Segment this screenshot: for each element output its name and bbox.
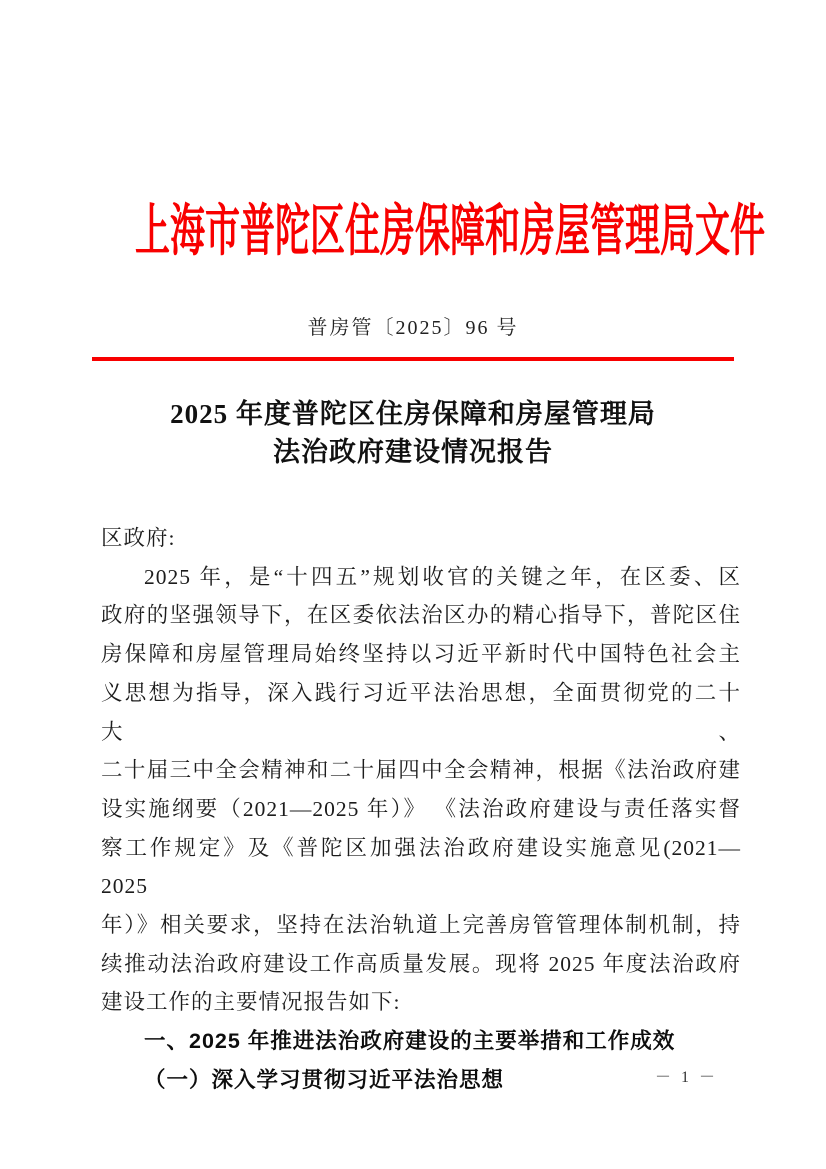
document-header: [0, 199, 826, 263]
page-number: － 1 －: [654, 1069, 718, 1086]
document-title-line2: 法治政府建设情况报告: [273, 437, 553, 467]
body-line: 续推动法治政府建设工作高质量发展。现将 2025 年度法治政府: [101, 951, 741, 976]
body-line: 政府的坚强领导下，在区委依法治区办的精心指导下，普陀区住: [101, 603, 741, 628]
body-line: 建设工作的主要情况报告如下:: [101, 990, 401, 1015]
section-heading-1: 一、2025 年推进法治政府建设的主要举措和工作成效: [144, 1029, 676, 1054]
document-title-line1: 2025 年度普陀区住房保障和房屋管理局: [170, 399, 656, 429]
body-line: 房保障和房屋管理局始终坚持以习近平新时代中国特色社会主: [101, 642, 741, 667]
body-line: 义思想为指导，深入践行习近平法治思想，全面贯彻党的二十大、: [101, 680, 741, 744]
document-body: [0, 519, 826, 1100]
body-line: 察工作规定》及《普陀区加强法治政府建设实施意见(2021—2025: [101, 835, 741, 899]
body-line: 2025 年，是“十四五”规划收官的关键之年，在区委、区: [144, 564, 741, 589]
body-line: 二十届三中全会精神和二十届四中全会精神，根据《法治政府建: [101, 758, 741, 783]
red-divider-line: [92, 357, 734, 361]
body-line: 年）》相关要求，坚持在法治轨道上完善房管管理体制机制，持: [101, 913, 741, 938]
document-title: [0, 395, 826, 471]
section-heading-1-1: （一）深入学习贯彻习近平法治思想: [144, 1067, 505, 1092]
document-number: 普房管〔2025〕96 号: [307, 317, 519, 339]
body-line: 设实施纲要（2021—2025 年）》 《法治政府建设与责任落实督: [101, 796, 741, 821]
salutation-line: 区政府:: [101, 526, 176, 550]
agency-header-title: 上海市普陀区住房保障和房屋管理局文件: [135, 199, 765, 263]
